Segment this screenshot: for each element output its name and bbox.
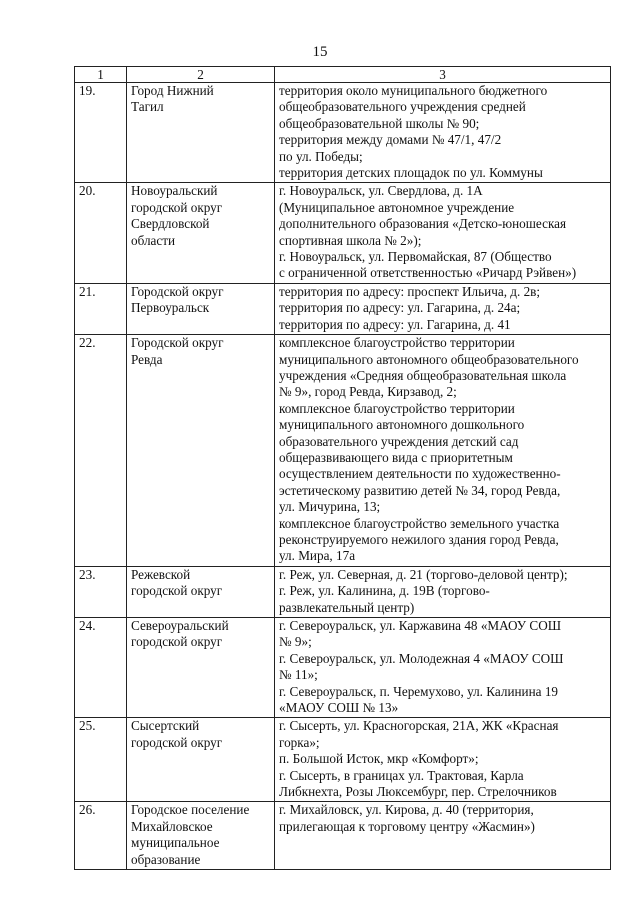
territory-description-line: по ул. Победы; [279, 148, 363, 164]
territory-description-line: территория по адресу: ул. Гагарина, д. 24а; [279, 300, 521, 316]
municipality-name [127, 83, 275, 183]
municipality-name-line: области [131, 232, 176, 248]
territory-description-line: № 9»; [279, 634, 312, 650]
territory-description-line: комплексное благоустройство территории [279, 335, 515, 351]
municipality-name-line: городской округ [131, 734, 223, 750]
municipality-name-line: Свердловской [131, 216, 210, 232]
territory-description-line: спортивная школа № 2»); [279, 232, 422, 248]
territory-description-line: территория по адресу: ул. Гагарина, д. 41 [279, 316, 511, 332]
row-number: 23. [75, 566, 127, 617]
municipality-name-line: образование [131, 851, 201, 867]
territory-description [275, 566, 611, 617]
table-row [75, 566, 611, 617]
territory-description [275, 718, 611, 802]
row-number: 21. [75, 283, 127, 334]
header-col-2: 2 [127, 67, 275, 83]
territory-description-line: г. Михайловск, ул. Кирова, д. 40 (территория, [279, 802, 534, 818]
municipality-name [127, 802, 275, 870]
territory-description-line: горка»; [279, 734, 320, 750]
territory-description-line: территория между домами № 47/1, 47/2 [279, 132, 502, 148]
territory-description-line: территория по адресу: проспект Ильича, д. 2в; [279, 283, 541, 299]
municipality-name-line: Город Нижний [131, 83, 214, 98]
territory-description-line: общеобразовательной школы № 90; [279, 115, 480, 131]
municipality-name-line: Первоуральск [131, 300, 210, 316]
territory-description [275, 183, 611, 283]
territory-description-line: муниципального автономного дошкольного [279, 417, 525, 433]
territory-description-line: комплексное благоустройство земельного участка [279, 515, 560, 531]
municipality-name-line: Новоуральский [131, 183, 218, 199]
territory-description-line: Либкнехта, Розы Люксембург, пер. Стрелочников [279, 784, 557, 800]
row-number: 22. [75, 335, 127, 567]
territory-description-line: учреждения «Средняя общеобразовательная школа [279, 367, 567, 383]
municipality-name-line: Североуральский [131, 618, 229, 633]
territory-description [275, 283, 611, 334]
territory-description-line: развлекательный центр) [279, 599, 415, 615]
territory-description-line: ул. Мира, 17а [279, 548, 356, 564]
territory-description [275, 618, 611, 718]
territory-description [275, 335, 611, 567]
territory-description-line: реконструируемого нежилого здания город Ревда, [279, 531, 559, 547]
territory-description-line: № 11»; [279, 667, 318, 683]
municipality-name [127, 718, 275, 802]
territory-description-line: г. Новоуральск, ул. Первомайская, 87 (Общество [279, 249, 552, 265]
municipality-name-line: Сысертский [131, 718, 200, 734]
row-number: 25. [75, 718, 127, 802]
table-row [75, 183, 611, 283]
territory-description-line: г. Североуральск, ул. Каржавина 48 «МАОУ СОШ [279, 618, 562, 633]
row-number: 20. [75, 183, 127, 283]
territory-description-line: общеразвивающего вида с приоритетным [279, 449, 513, 465]
territory-description-line: территория детских площадок по ул. Коммуны [279, 165, 543, 181]
territory-description-line: с ограниченной ответственностью «Ричард Рэйвен») [279, 265, 577, 281]
territory-description-line: «МАОУ СОШ № 13» [279, 700, 399, 716]
territory-description-line: осуществлением деятельности по художественно- [279, 466, 561, 482]
row-number: 24. [75, 618, 127, 718]
territory-description-line: муниципального автономного общеобразовательного [279, 351, 579, 367]
territory-description-line: (Муниципальное автономное учреждение [279, 199, 515, 215]
territory-description-line: п. Большой Исток, мкр «Комфорт»; [279, 751, 479, 767]
table-row [75, 283, 611, 334]
municipality-name [127, 566, 275, 617]
municipality-name [127, 335, 275, 567]
territory-description-line: образовательного учреждения детский сад [279, 433, 519, 449]
table-row [75, 83, 611, 183]
municipality-name-line: Городской округ [131, 283, 224, 299]
municipality-name-line: Тагил [131, 99, 164, 115]
header-col-1: 1 [75, 67, 127, 83]
municipality-name-line: Михайловское [131, 818, 213, 834]
territory-description [275, 802, 611, 870]
territory-description-line: эстетическому развитию детей № 34, город Ревда, [279, 482, 561, 498]
table-row [75, 335, 611, 567]
municipality-name-line: Ревда [131, 351, 163, 367]
table-row [75, 618, 611, 718]
territory-description-line: комплексное благоустройство территории [279, 400, 515, 416]
municipality-name-line: городской округ [131, 583, 223, 599]
territory-description-line: дополнительного образования «Детско-юношеская [279, 216, 567, 232]
municipality-name-line: муниципальное [131, 835, 220, 851]
territory-table [74, 66, 611, 870]
page-number: 15 [312, 44, 328, 60]
territory-description-line: г. Новоуральск, ул. Свердлова, д. 1А [279, 183, 483, 199]
row-number: 26. [75, 802, 127, 870]
territory-description-line: г. Реж, ул. Калинина, д. 19В (торгово- [279, 583, 490, 599]
table-row [75, 802, 611, 870]
territory-description-line: г. Североуральск, п. Черемухово, ул. Калинина 19 [279, 683, 559, 699]
territory-description [275, 83, 611, 183]
row-number: 19. [75, 83, 127, 183]
table-header-row [75, 67, 611, 83]
territory-description-line: общеобразовательного учреждения средней [279, 99, 526, 115]
territory-description-line: территория около муниципального бюджетного [279, 83, 548, 98]
table-body [75, 83, 611, 870]
municipality-name-line: Режевской [131, 566, 191, 582]
territory-description-line: № 9», город Ревда, Кирзавод, 2; [279, 384, 457, 400]
header-col-3: 3 [275, 67, 611, 83]
municipality-name-line: Городское поселение [131, 802, 250, 818]
territory-description-line: ул. Мичурина, 13; [279, 499, 381, 515]
territory-description-line: г. Сысерть, ул. Красногорская, 21А, ЖК «Красная [279, 718, 559, 734]
territory-description-line: прилегающая к торговому центру «Жасмин») [279, 818, 535, 834]
table-row [75, 718, 611, 802]
territory-description-line: г. Сысерть, в границах ул. Трактовая, Карла [279, 767, 524, 783]
municipality-name-line: Городской округ [131, 335, 224, 351]
municipality-name [127, 283, 275, 334]
municipality-name [127, 618, 275, 718]
territory-description-line: г. Североуральск, ул. Молодежная 4 «МАОУ СОШ [279, 650, 564, 666]
municipality-name [127, 183, 275, 283]
municipality-name-line: городской округ [131, 634, 223, 650]
territory-description-line: г. Реж, ул. Северная, д. 21 (торгово-деловой центр); [279, 566, 568, 582]
municipality-name-line: городской округ [131, 199, 223, 215]
